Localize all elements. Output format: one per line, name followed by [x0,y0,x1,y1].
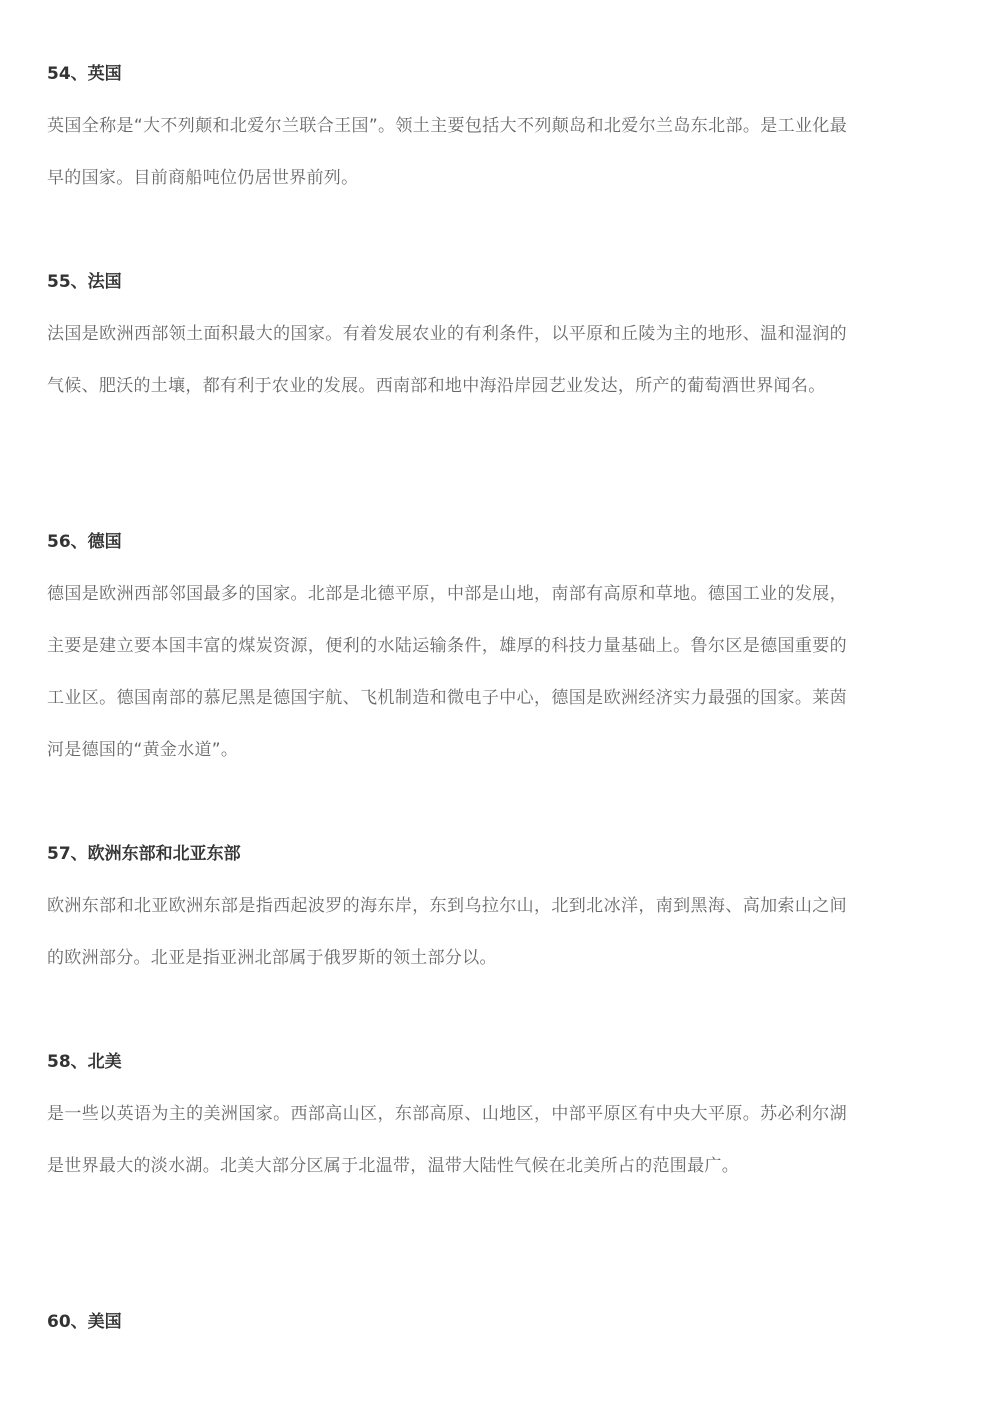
section-body-uk: 英国全称是“大不列颠和北爱尔兰联合王国”。领土主要包括大不列颠岛和北爱尔兰岛东北部。是工业化最早的国家。目前商船吨位仍居世界前列。 [47,116,847,188]
section-heading-eastern-europe-north-asia: 57、欧洲东部和北亚东部 [47,844,241,864]
section-heading-north-america: 58、北美 [47,1052,122,1072]
section-body-eastern-europe-north-asia: 欧洲东部和北亚欧洲东部是指西起波罗的海东岸，东到乌拉尔山，北到北冰洋，南到黑海、高加索山之间的欧洲部分。北亚是指亚洲北部属于俄罗斯的领土部分以。 [47,896,847,968]
section-heading-germany: 56、德国 [47,532,122,552]
section-body-france: 法国是欧洲西部领土面积最大的国家。有着发展农业的有利条件，以平原和丘陵为主的地形、温和湿润的气候、肥沃的土壤，都有利于农业的发展。西南部和地中海沿岸园艺业发达，所产的葡萄酒世界闻名。 [47,324,847,396]
section-heading-france: 55、法国 [47,272,122,292]
section-heading-uk: 54、英国 [47,64,122,84]
section-body-north-america: 是一些以英语为主的美洲国家。西部高山区，东部高原、山地区，中部平原区有中央大平原。苏必利尔湖是世界最大的淡水湖。北美大部分区属于北温带，温带大陆性气候在北美所占的范围最广。 [47,1104,847,1176]
section-body-germany: 德国是欧洲西部邻国最多的国家。北部是北德平原，中部是山地，南部有高原和草地。德国工业的发展，主要是建立要本国丰富的煤炭资源，便利的水陆运输条件，雄厚的科技力量基础上。鲁尔区是德国重要的工业区。德国南部的慕尼黑是德国宇航、飞机制造和微电子中心，德国是欧洲经济实力最强的国家。莱茵河是德国的“黄金水道”。 [47,584,847,760]
section-heading-usa: 60、美国 [47,1312,122,1332]
